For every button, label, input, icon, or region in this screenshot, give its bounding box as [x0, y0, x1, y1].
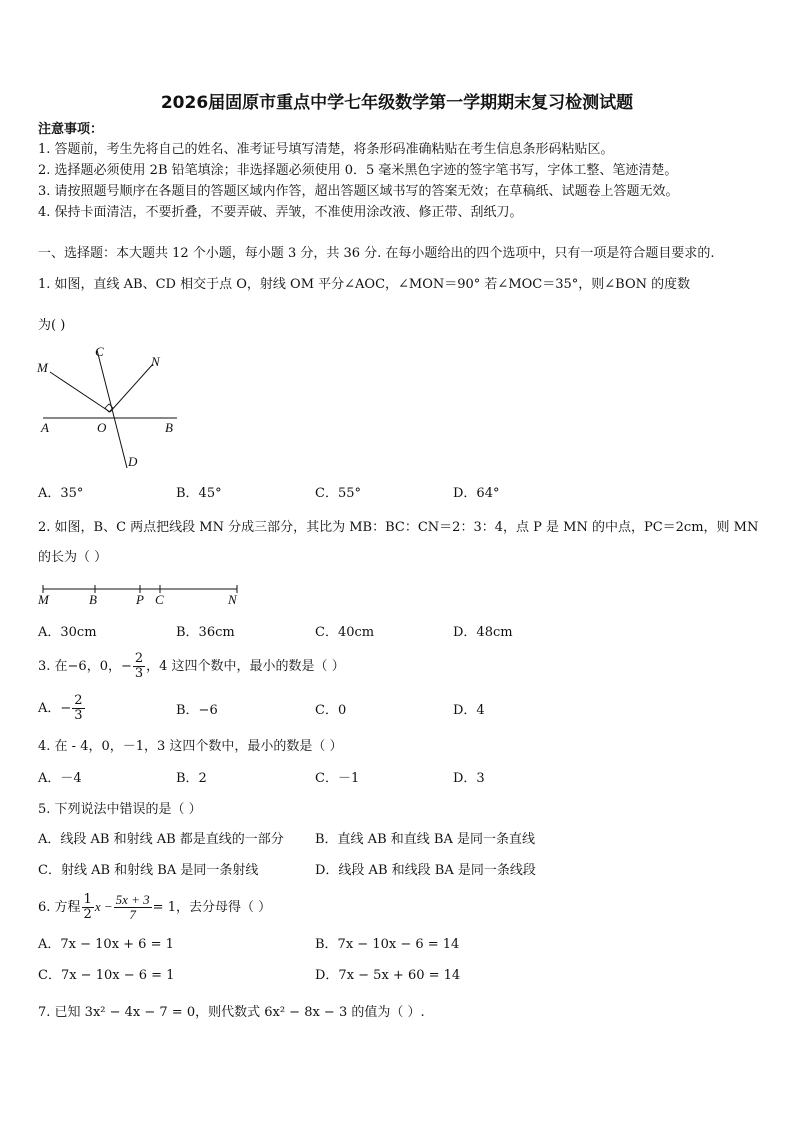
q1-angle-figure — [35, 342, 185, 474]
notice-item-3: 3. 请按照题号顺序在各题目的答题区域内作答，超出答题区域书写的答案无效；在草稿纸、试题卷上答题无效。 — [38, 184, 679, 199]
q6-option-b[interactable]: B．7x − 10x − 6 = 14 — [315, 937, 460, 952]
q2-option-c[interactable]: C．40cm — [315, 625, 375, 640]
q6-option-a[interactable]: A．7x − 10x + 6 = 1 — [38, 937, 174, 952]
notice-item-2: 2. 选择题必须使用 2B 铅笔填涂；非选择题必须使用 0．5 毫米黑色字迹的签字笔书写，字体工整、笔迹清楚。 — [38, 163, 678, 178]
q5-option-d[interactable]: D．线段 AB 和线段 BA 是同一条线段 — [315, 863, 536, 878]
q5-stem: 5. 下列说法中错误的是（ ） — [38, 802, 202, 817]
label-o: O — [97, 420, 107, 435]
q1-option-b[interactable]: B．45° — [176, 486, 222, 501]
q3-stem: 3. 在−6，0，− $\frac{2}{3}$ ，4 这四个数中，最小的数是（ ） — [38, 651, 345, 681]
seg-label-m: M — [38, 592, 49, 607]
q4-option-a[interactable]: A．－4 — [38, 771, 82, 786]
q3-option-d[interactable]: D．4 — [453, 703, 485, 718]
seg-label-c: C — [155, 592, 164, 607]
q5-option-a[interactable]: A．线段 AB 和射线 AB 都是直线的一部分 — [38, 832, 284, 847]
q1-stem: 1. 如图，直线 AB、CD 相交于点 O，射线 OM 平分∠AOC，∠MON＝90° 若∠MOC＝35°，则∠BON 的度数 — [38, 277, 691, 292]
q2-stem: 2. 如图，B、C 两点把线段 MN 分成三部分，其比为 MB：BC：CN＝2：3：4，点 P 是 MN 的中点，PC＝2cm，则 MN — [38, 520, 759, 535]
q1-option-c[interactable]: C．55° — [315, 486, 361, 501]
q6-fraction-2: $\frac{5x + 3}{7}$ — [115, 892, 150, 922]
label-m: M — [37, 360, 48, 375]
q3-option-b[interactable]: B．−6 — [176, 703, 218, 718]
q4-option-c[interactable]: C．－1 — [315, 771, 360, 786]
q1-option-d[interactable]: D．64° — [453, 486, 500, 501]
q6-option-d[interactable]: D．7x − 5x + 60 = 14 — [315, 968, 461, 983]
q2-stem-cont: 的长为（ ） — [38, 550, 108, 565]
q5-option-b[interactable]: B．直线 AB 和直线 BA 是同一条直线 — [315, 832, 535, 847]
label-a: A — [41, 420, 49, 435]
q6-stem: 6. 方程 $\frac{1}{2}$ x − $\frac{5x + 3}{7}$ = 1，去分母得（ ） — [38, 892, 272, 922]
seg-label-b: B — [89, 592, 97, 607]
q6-fraction-1: $\frac{1}{2}$ — [83, 892, 92, 922]
q3-option-a[interactable]: A．− $\frac{2}{3}$ — [38, 693, 83, 723]
q3-fraction: $\frac{2}{3}$ — [134, 651, 144, 681]
q3-option-a-fraction: $\frac{2}{3}$ — [74, 693, 83, 723]
seg-label-p: P — [136, 592, 144, 607]
q6-option-c[interactable]: C．7x − 10x − 6 = 1 — [38, 968, 175, 983]
ray-om — [50, 372, 110, 412]
q2-segment-figure — [35, 582, 245, 608]
q5-option-c[interactable]: C．射线 AB 和射线 BA 是同一条射线 — [38, 863, 259, 878]
section-heading: 一、选择题：本大题共 12 个小题，每小题 3 分，共 36 分. 在每小题给出的四个选项中，只有一项是符合题目要求的. — [38, 246, 715, 261]
q7-stem: 7. 已知 3x² − 4x − 7 = 0，则代数式 6x² − 8x − 3 的值为（ ）. — [38, 1005, 425, 1020]
q4-stem: 4. 在 - 4，0，－1，3 这四个数中，最小的数是（ ） — [38, 739, 343, 754]
q4-option-b[interactable]: B．2 — [176, 771, 207, 786]
q1-option-a[interactable]: A．35° — [38, 486, 84, 501]
q2-option-a[interactable]: A．30cm — [38, 625, 97, 640]
q2-option-b[interactable]: B．36cm — [176, 625, 235, 640]
page-title: 2026届固原市重点中学七年级数学第一学期期末复习检测试题 — [160, 93, 634, 113]
q3-option-c[interactable]: C．0 — [315, 703, 347, 718]
notice-item-4: 4. 保持卡面清洁，不要折叠，不要弄破、弄皱，不准使用涂改液、修正带、刮纸刀。 — [38, 205, 523, 220]
label-c: C — [95, 344, 104, 359]
q2-option-d[interactable]: D．48cm — [453, 625, 513, 640]
notice-item-1: 1. 答题前，考生先将自己的姓名、准考证号填写清楚，将条形码准确粘贴在考生信息条形码粘贴区。 — [38, 142, 614, 157]
q1-stem-cont: 为( ) — [38, 318, 66, 333]
q4-option-d[interactable]: D．3 — [453, 771, 485, 786]
ray-on — [110, 364, 153, 412]
label-d: D — [128, 454, 138, 469]
notice-heading: 注意事项： — [38, 122, 104, 137]
seg-label-n: N — [228, 592, 237, 607]
label-b: B — [165, 420, 173, 435]
label-n: N — [151, 354, 160, 369]
